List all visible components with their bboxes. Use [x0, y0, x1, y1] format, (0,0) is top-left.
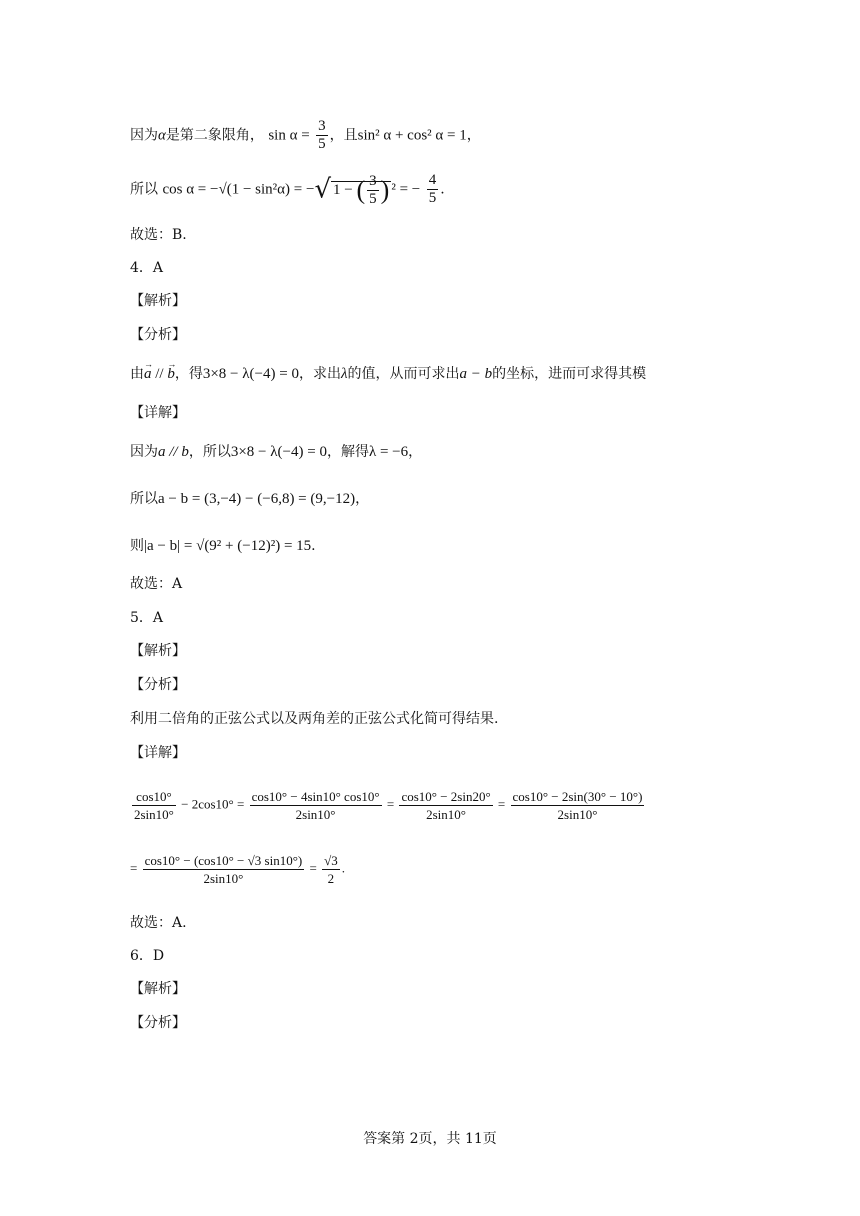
- question-6: 6．D: [130, 948, 165, 964]
- numerator: 4: [428, 172, 437, 188]
- math-diff: a − b: [459, 366, 493, 382]
- line-1: [130, 118, 481, 153]
- text: ，所以: [188, 444, 231, 460]
- numerator: √3: [324, 853, 338, 868]
- text: ，: [466, 127, 481, 144]
- equation-row-1: [130, 788, 646, 823]
- line-12: 故选：A: [130, 576, 183, 592]
- page-footer: 答案第 2页，共 11页: [363, 1131, 497, 1147]
- section-fenxi: 【分析】: [130, 677, 186, 693]
- text: ，且: [329, 127, 358, 144]
- fraction: [250, 788, 382, 823]
- math-cos: cos α = −√(1 − sin²α) = −: [162, 181, 315, 198]
- denominator: 2sin10°: [203, 871, 244, 886]
- vector-b: b →: [167, 364, 175, 384]
- text: ，: [355, 491, 370, 507]
- fraction: [143, 852, 305, 887]
- denominator: 2sin10°: [426, 807, 466, 822]
- section-jiexi: 【解析】: [130, 293, 186, 309]
- fraction: [511, 788, 645, 823]
- math: 3×8 − λ(−4) = 0: [230, 444, 327, 460]
- numerator: cos10° − 2sin20°: [401, 789, 491, 804]
- text: 的坐标，进而可求得其模: [492, 366, 647, 382]
- text: 是第二象限角，: [165, 127, 264, 144]
- math-sin: sin α =: [268, 127, 310, 144]
- question-5: 5．A: [130, 610, 164, 626]
- denominator: 2: [327, 871, 335, 886]
- denominator: 5: [318, 136, 326, 152]
- line-9: [130, 442, 422, 462]
- section-xiangjie: 【详解】: [130, 745, 186, 761]
- section-jiexi: 【解析】: [130, 981, 186, 997]
- line-2: 所以 cos α = −√(1 − sin²α) = −√ 1 − ( $\frac{3}{5}$ ) ² = − $\frac{4}{5}$ .: [130, 172, 445, 207]
- math: 1 −: [333, 181, 357, 198]
- numerator: cos10° − 4sin10° cos10°: [251, 789, 380, 804]
- text: ，解得: [326, 444, 369, 460]
- fraction: [427, 172, 439, 207]
- numerator: cos10°: [132, 788, 176, 806]
- math: − 2cos10° =: [181, 796, 245, 812]
- text: 所以: [130, 491, 158, 507]
- math-lambda: λ: [340, 366, 348, 382]
- denominator: 5: [369, 190, 377, 207]
- fraction-3-5: [316, 118, 328, 153]
- denominator: 2sin10°: [134, 807, 174, 822]
- text: .: [341, 860, 345, 876]
- section-xiangjie: 【详解】: [130, 405, 186, 421]
- section-jiexi: 【解析】: [130, 643, 186, 659]
- text: .: [311, 538, 316, 554]
- numerator: 3: [318, 118, 326, 134]
- math-identity: sin² α + cos² α = 1: [357, 127, 467, 144]
- denominator: 2sin10°: [295, 807, 336, 822]
- fraction: [322, 852, 340, 887]
- denominator: 5: [428, 190, 437, 206]
- line-3: 故选：B.: [130, 227, 187, 243]
- fraction: [399, 788, 492, 823]
- text: ，得: [174, 366, 203, 382]
- vector-a: a →: [144, 364, 152, 384]
- section-fenxi: 【分析】: [130, 1015, 186, 1031]
- section-fenxi: 【分析】: [130, 327, 186, 343]
- math: //: [151, 366, 168, 382]
- text: 因为: [130, 444, 158, 460]
- equals: =: [130, 860, 138, 876]
- equals: =: [386, 796, 395, 812]
- text: 所以: [130, 181, 158, 198]
- numerator: cos10° − (cos10° − √3 sin10°): [144, 853, 303, 868]
- line-20: 故选：A.: [130, 915, 187, 931]
- denominator: 2sin10°: [557, 807, 598, 822]
- math: λ = −6: [368, 444, 409, 460]
- text: 则: [130, 538, 144, 554]
- equation-row-2: [130, 852, 345, 887]
- line-16: 利用二倍角的正弦公式以及两角差的正弦公式化简可得结果.: [130, 711, 499, 727]
- line-11: [130, 536, 316, 556]
- text: 因为: [130, 127, 158, 144]
- text: .: [440, 181, 445, 198]
- equals: =: [497, 796, 506, 812]
- fraction: [367, 173, 379, 208]
- line-7: [130, 364, 646, 384]
- math: ² = −: [391, 181, 421, 198]
- text: ，: [408, 444, 423, 460]
- numerator: cos10° − 2sin(30° − 10°): [512, 789, 643, 804]
- math-alpha: α: [158, 127, 166, 144]
- numerator: 3: [369, 172, 377, 189]
- math: |a − b| = √(9² + (−12)²) = 15: [144, 538, 312, 554]
- equals: =: [309, 860, 317, 876]
- math: a − b = (3,−4) − (−6,8) = (9,−12): [158, 491, 356, 507]
- fraction: [132, 788, 176, 823]
- text: ，求出: [298, 366, 341, 382]
- question-4: 4．A: [130, 260, 164, 276]
- math: a // b: [158, 444, 189, 460]
- line-10: [130, 489, 369, 509]
- text: 的值，从而可求出: [347, 366, 460, 382]
- text: 由: [130, 366, 144, 382]
- math-eq: 3×8 − λ(−4) = 0: [202, 366, 299, 382]
